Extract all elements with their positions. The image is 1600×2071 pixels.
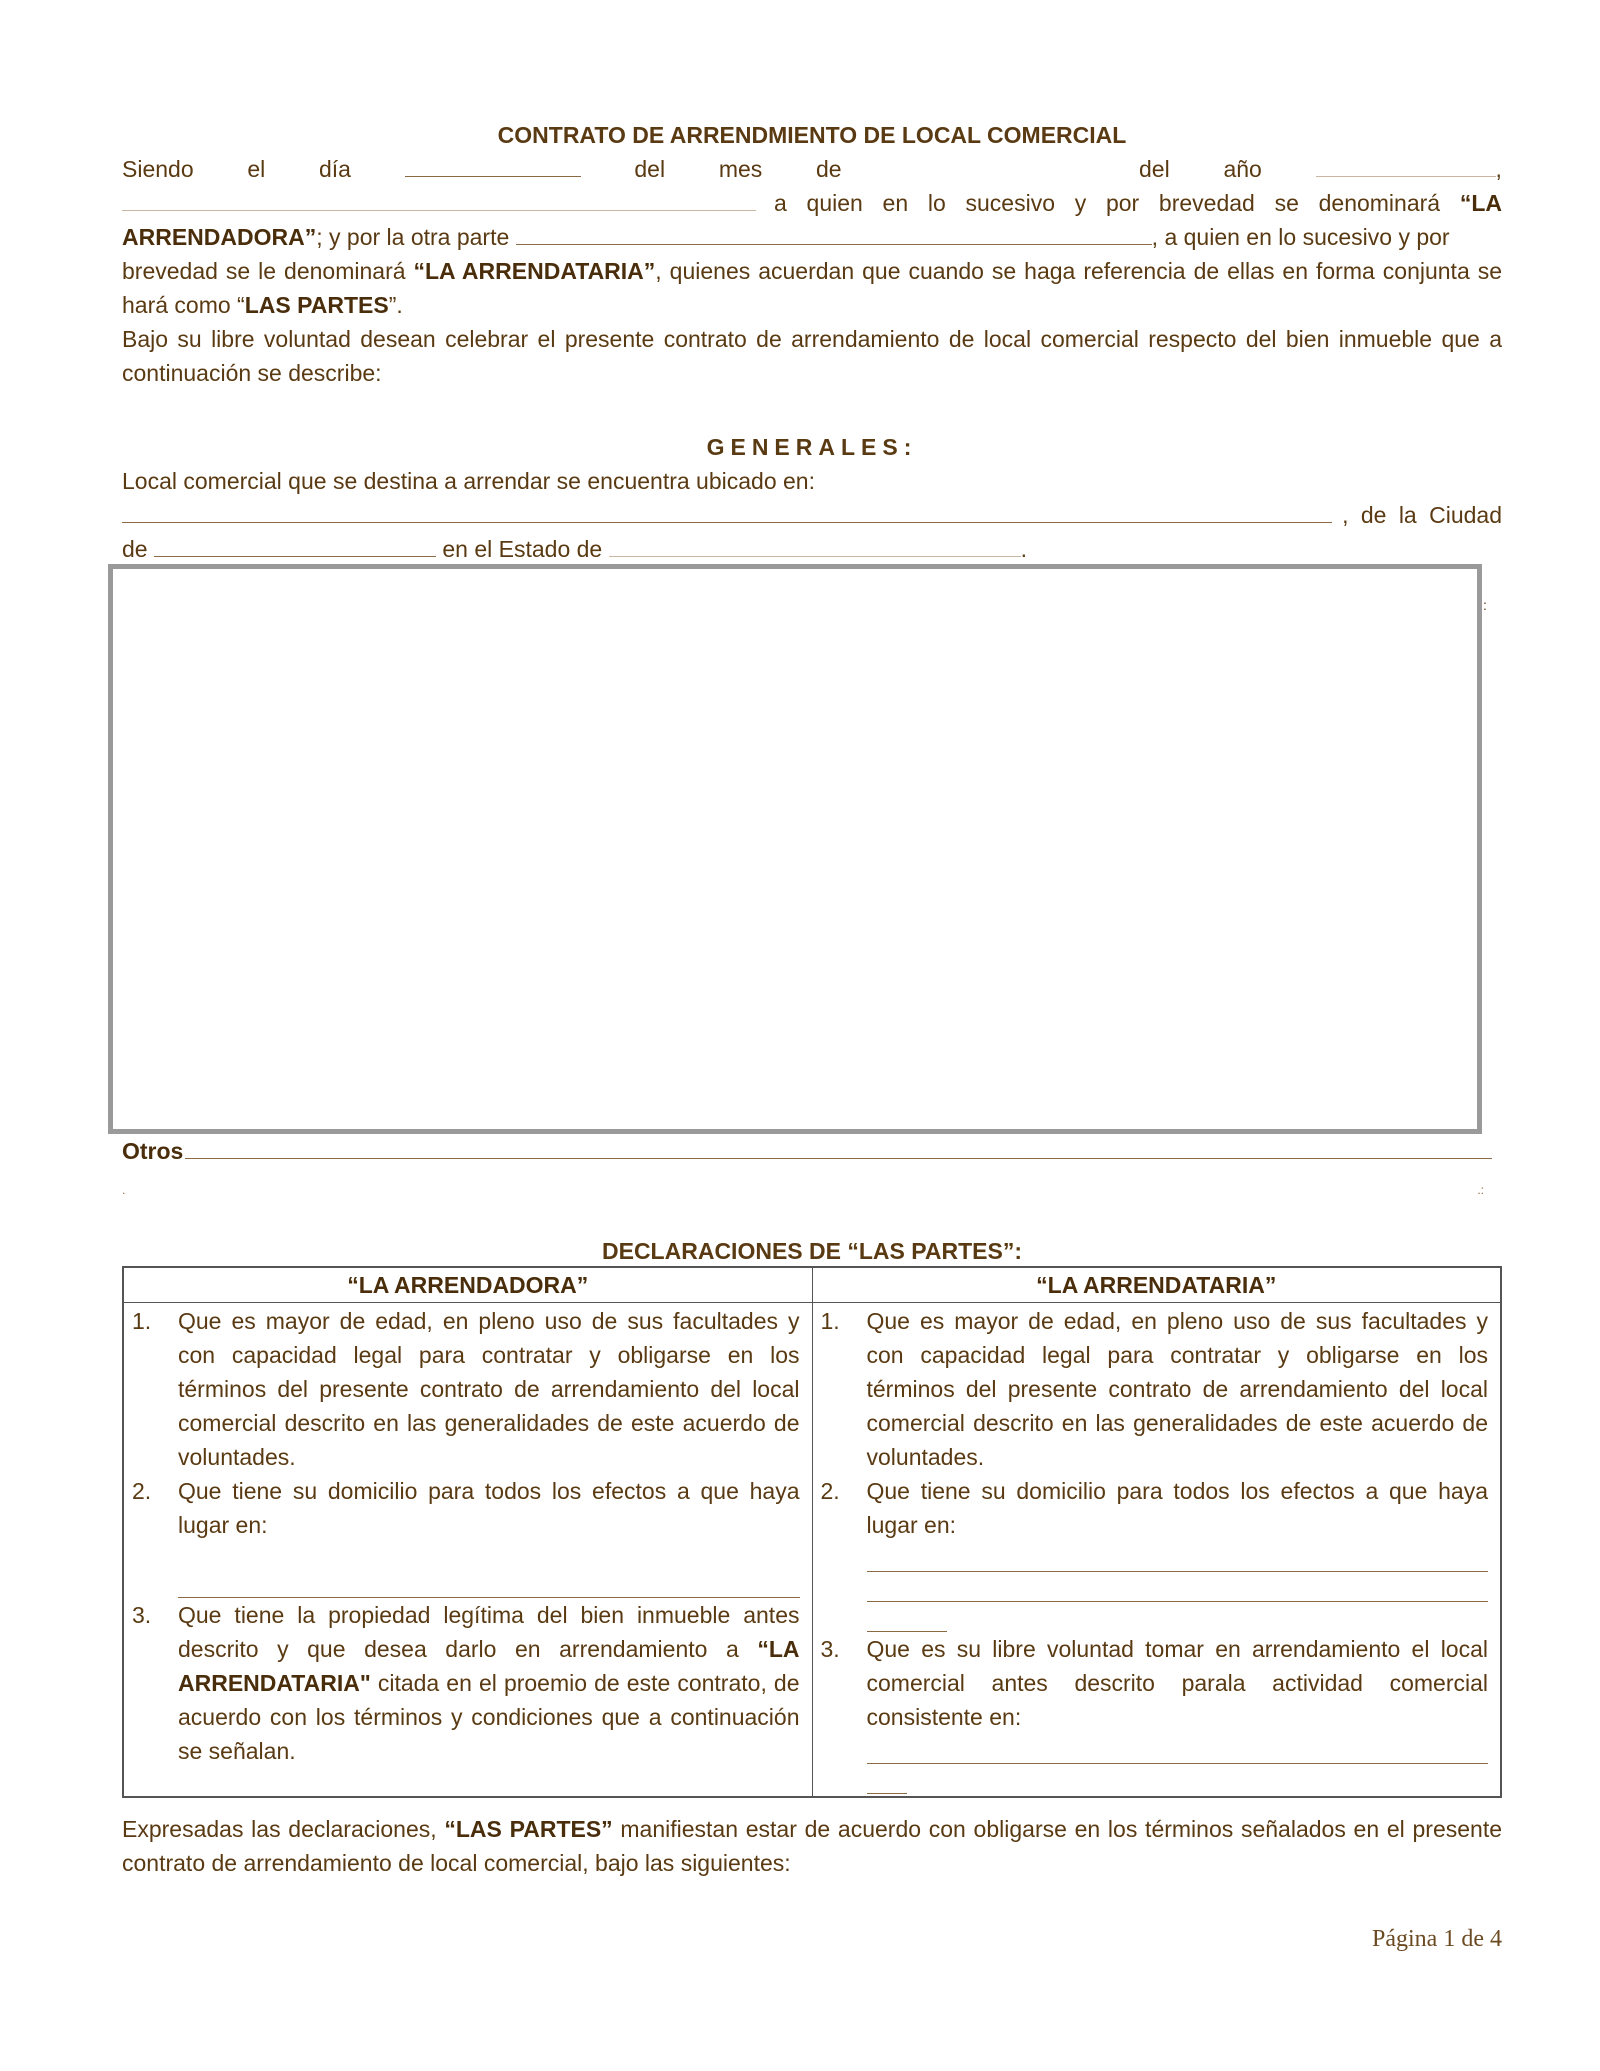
declaration-item: [821, 1632, 1489, 1734]
state-field[interactable]: [609, 533, 1021, 557]
city-state-line: [122, 532, 1502, 566]
item-number: 1.: [820, 1308, 840, 1334]
arrendataria-domicilio-field-3[interactable]: [867, 1602, 947, 1632]
item-number: 3.: [820, 1636, 840, 1662]
text-anio: año: [1223, 156, 1262, 182]
intro-paragraph-2: Bajo su libre voluntad desean celebrar el presente contrato de arrendamiento de local comercial respecto del bien inmueble que a continuación se describe:: [122, 326, 1502, 386]
item-text-strong: “LA ARRENDATARIA": [178, 1636, 800, 1696]
text-del-2: del: [1139, 156, 1170, 182]
intro-paragraph: [122, 254, 1502, 322]
spacer: [132, 1542, 800, 1568]
city-field[interactable]: [154, 533, 436, 557]
frame-colon: :: [1483, 597, 1487, 613]
arrendadora-domicilio-field[interactable]: [178, 1568, 800, 1598]
ciudad-text: , de la Ciudad: [1342, 502, 1502, 528]
text-de: de: [815, 156, 842, 182]
arrendataria-declarations: [812, 1303, 1501, 1798]
la-text: “LA: [1459, 190, 1503, 216]
arrendataria-domicilio-field-1[interactable]: [867, 1542, 1489, 1572]
month-blank-field[interactable]: [895, 153, 1085, 177]
text-siendo: Siendo: [122, 156, 194, 182]
intro-arrendadora-line: [122, 186, 1502, 220]
item-text: Que tiene su domicilio para todos los efectos a que haya lugar en:: [866, 1478, 1488, 1538]
item-text-end: citada en el proemio de este contrato, de acuerdo con los términos y condiciones que a continuación se señalan.: [178, 1670, 800, 1764]
declaration-item: [821, 1304, 1489, 1474]
intro-arrendataria-line: [122, 220, 1502, 254]
item-text: Que es mayor de edad, en pleno uso de sus facultades y con capacidad legal para contratar y obligarse en los términos del presente contrato de arrendamiento del local comercial descrito en las generalidades de este acuerdo de voluntades.: [866, 1308, 1488, 1470]
closing-end: manifiestan estar de acuerdo con obligarse en los términos señalados en el presente contrato de arrendamiento de local comercial, bajo las siguientes:: [122, 1816, 1503, 1876]
intro-line3-end: , a quien en lo sucesivo y por: [1151, 224, 1450, 250]
dot-right: .:: [1477, 1183, 1484, 1197]
intro-line5-start: conjunta se hará como “: [122, 258, 1503, 318]
las-partes-term: LAS PARTES: [244, 292, 389, 318]
generales-heading: GENERALES:: [706, 434, 918, 460]
arrendadora-name-field[interactable]: [122, 187, 756, 211]
item-text: [178, 1598, 800, 1768]
item-text: Que es su libre voluntad tomar en arrendamiento el local comercial antes descrito parala actividad comercial consistente en:: [866, 1636, 1488, 1730]
item-number: 3.: [132, 1602, 152, 1628]
text-mes: mes: [718, 156, 763, 182]
address-field[interactable]: [122, 499, 1332, 523]
blank-image-frame: [108, 564, 1482, 1134]
year-blank-field[interactable]: [1316, 153, 1496, 177]
intro-line4-end: , quienes acuerdan que cuando se haga referencia de ellas en forma: [655, 258, 1375, 284]
page-number: Página 1 de 4: [1372, 1926, 1502, 1952]
arrendataria-actividad-field-2[interactable]: [867, 1764, 907, 1794]
declaration-item: [821, 1474, 1489, 1542]
arrendataria-name-field[interactable]: [516, 221, 1152, 245]
item-text-start: Que tiene la propiedad legítima del bien inmueble antes descrito y que desea darlo en arrendamiento a: [178, 1602, 800, 1662]
text-el: el: [247, 156, 266, 182]
item-text: Que es mayor de edad, en pleno uso de sus facultades y con capacidad legal para contratar y obligarse en los términos del presente contrato de arrendamiento del local comercial descrito en las generalidades de este acuerdo de voluntades.: [178, 1308, 800, 1470]
document-page: [122, 118, 1502, 566]
arrendataria-term: “LA ARRENDATARIA”: [413, 258, 656, 284]
comma: ,: [1495, 156, 1502, 182]
closing-strong: “LAS PARTES”: [444, 1816, 613, 1842]
intro-line5-end: ”.: [388, 292, 403, 318]
declaration-item: [132, 1598, 800, 1768]
address-line: [122, 498, 1502, 532]
declaraciones-heading: DECLARACIONES DE “LAS PARTES”:: [602, 1238, 1022, 1264]
declaraciones-table: [122, 1266, 1502, 1798]
arrendadora-column-header: “LA ARRENDADORA”: [123, 1267, 812, 1303]
item-number: 2.: [132, 1478, 152, 1504]
otros-field[interactable]: [185, 1135, 1492, 1159]
intro-line2-text: a quien en lo sucesivo y por brevedad se denominará: [774, 190, 1441, 216]
dot-left: .: [122, 1183, 126, 1197]
intro-date-line: [122, 152, 1502, 186]
text-del: del: [634, 156, 666, 182]
arrendataria-column-header: “LA ARRENDATARIA”: [812, 1267, 1501, 1303]
arrendadora-term: ARRENDADORA”: [122, 224, 317, 250]
declaration-item: [132, 1474, 800, 1542]
dots-row: [122, 1180, 1484, 1200]
estado-text: en el Estado de: [442, 536, 603, 562]
day-blank-field[interactable]: [405, 153, 581, 177]
item-number: 2.: [820, 1478, 840, 1504]
arrendataria-domicilio-field-2[interactable]: [867, 1572, 1489, 1602]
arrendadora-declarations: [123, 1303, 812, 1798]
text-dia: día: [318, 156, 351, 182]
intro-line4-start: brevedad se le denominará: [122, 258, 406, 284]
intro-line3-text: ; y por la otra parte: [316, 224, 510, 250]
location-label: Local comercial que se destina a arrendar se encuentra ubicado en:: [122, 468, 815, 494]
closing-paragraph: [122, 1812, 1502, 1880]
otros-label: Otros: [122, 1138, 184, 1164]
arrendataria-actividad-field-1[interactable]: [867, 1734, 1489, 1764]
declaration-item: [132, 1304, 800, 1474]
closing-start: Expresadas las declaraciones,: [122, 1816, 445, 1842]
item-number: 1.: [132, 1308, 152, 1334]
document-title: CONTRATO DE ARRENDMIENTO DE LOCAL COMERCIAL: [497, 122, 1127, 148]
item-text: Que tiene su domicilio para todos los efectos a que haya lugar en:: [178, 1478, 800, 1538]
de-text: de: [122, 536, 148, 562]
arrendadora-intro-text: [774, 186, 1502, 220]
period: .: [1020, 536, 1027, 562]
otros-line: [122, 1134, 1492, 1168]
